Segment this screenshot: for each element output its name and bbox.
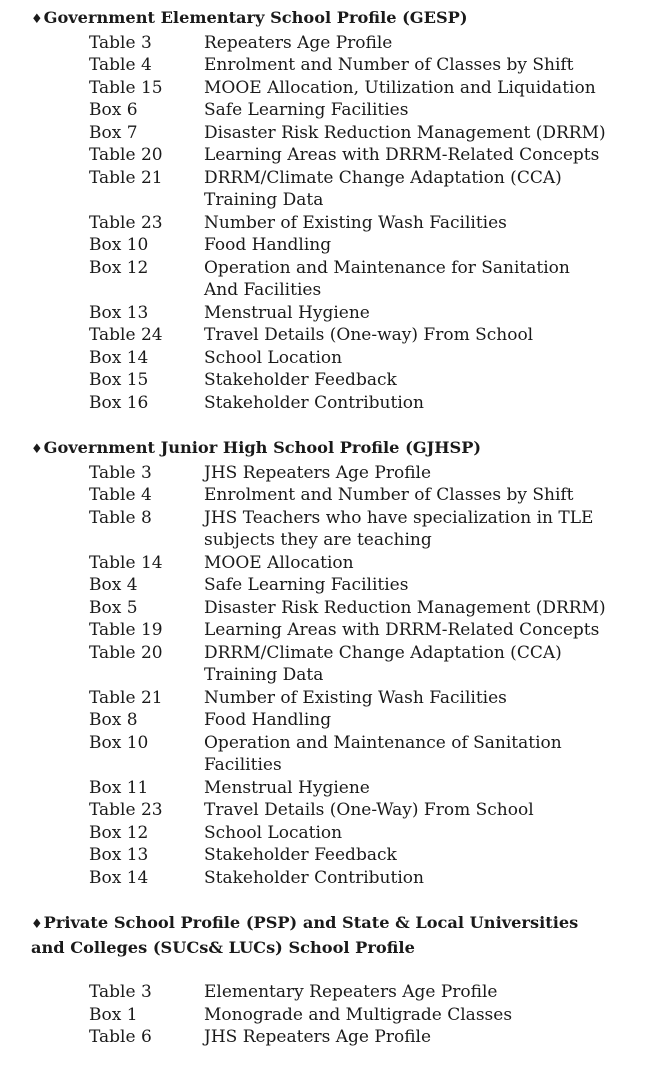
item-title-line: subjects they are teaching [204, 530, 432, 550]
item-title-line: Stakeholder Feedback [204, 845, 397, 865]
list-item [0, 981, 646, 1004]
item-title-line: Safe Learning Facilities [204, 100, 409, 120]
list-item [0, 1026, 646, 1049]
item-code: Table 8 [89, 507, 152, 528]
section-heading-continued: and Colleges (SUCs& LUCs) School Profile [31, 937, 415, 957]
item-code: Box 13 [89, 302, 149, 323]
item-title [204, 234, 331, 257]
item-title-line: Food Handling [204, 235, 332, 255]
item-title [204, 324, 533, 347]
item-code: Table 24 [89, 325, 163, 345]
item-title-line: JHS Repeaters Age Profile [204, 1027, 432, 1047]
item-code: Box 6 [89, 100, 138, 120]
item-title-line: Stakeholder Contribution [204, 867, 424, 888]
item-title-line: Repeaters Age Profile [204, 32, 393, 53]
item-code: Table 20 [89, 642, 163, 663]
item-title [204, 822, 342, 845]
item-title [204, 507, 593, 552]
section-list [0, 462, 646, 890]
item-title-line: Elementary Repeaters Age Profile [204, 982, 498, 1002]
item-title-line: Safe Learning Facilities [204, 575, 409, 595]
list-item [0, 462, 646, 485]
item-title [204, 642, 562, 687]
list-item [0, 257, 646, 302]
item-code: Box 10 [89, 732, 149, 753]
diamond-bullet-icon: ♦ [31, 12, 43, 27]
item-code: Table 3 [89, 982, 152, 1002]
item-title-line: Enrolment and Number of Classes by Shift [204, 55, 574, 75]
list-item [0, 597, 646, 620]
item-title-line: Facilities [204, 755, 282, 775]
item-code: Table 3 [89, 32, 152, 53]
item-code: Table 15 [89, 77, 163, 98]
item-title-line: Training Data [204, 190, 324, 210]
item-title [204, 732, 562, 777]
list-item [0, 302, 646, 325]
item-title-line: Learning Areas with DRRM-Related Concepts [204, 620, 600, 640]
list-item [0, 99, 646, 122]
item-title [204, 597, 606, 620]
list-item [0, 484, 646, 507]
item-title-line: Stakeholder Feedback [204, 370, 397, 390]
item-title-line: JHS Teachers who have specialization in TLE [204, 507, 594, 528]
list-item [0, 324, 646, 347]
item-title-line: DRRM/Climate Change Adaptation (CCA) [204, 167, 562, 188]
item-code: Box 12 [89, 257, 149, 278]
item-code: Box 14 [89, 867, 149, 888]
item-title-line: Stakeholder Contribution [204, 392, 424, 413]
item-title-line: Operation and Maintenance for Sanitation [204, 257, 570, 278]
item-title [204, 392, 424, 415]
item-title-line: Number of Existing Wash Facilities [204, 212, 507, 233]
list-item [0, 799, 646, 822]
item-title [204, 574, 408, 597]
list-item [0, 77, 646, 100]
item-code: Box 16 [89, 392, 149, 413]
list-item [0, 347, 646, 370]
item-title-line: Number of Existing Wash Facilities [204, 687, 507, 708]
item-title [204, 99, 408, 122]
list-item [0, 122, 646, 145]
item-code: Box 5 [89, 597, 138, 618]
item-title [204, 709, 331, 732]
item-title [204, 687, 507, 710]
item-title [204, 1004, 512, 1027]
item-title [204, 167, 562, 212]
item-title-line: Disaster Risk Reduction Management (DRRM) [204, 122, 606, 143]
item-title [204, 369, 397, 392]
item-title [204, 77, 596, 100]
item-title [204, 552, 354, 575]
item-title [204, 144, 599, 167]
section-heading: ♦Government Junior High School Profile (GJHSP) [31, 438, 482, 457]
item-code: Box 4 [89, 575, 138, 595]
list-item [0, 234, 646, 257]
item-title [204, 1026, 431, 1049]
item-title [204, 981, 497, 1004]
item-title [204, 347, 342, 370]
list-item [0, 642, 646, 687]
item-title-line: School Location [204, 347, 343, 368]
item-title [204, 484, 574, 507]
item-title [204, 619, 599, 642]
item-title-line: Travel Details (One-way) From School [204, 325, 534, 345]
item-code: Box 1 [89, 1004, 138, 1025]
item-code: Box 15 [89, 370, 149, 390]
item-title-line: Learning Areas with DRRM-Related Concepts [204, 145, 600, 165]
item-code: Box 14 [89, 347, 149, 368]
list-item [0, 1004, 646, 1027]
item-title [204, 32, 392, 55]
item-title [204, 302, 370, 325]
list-item [0, 167, 646, 212]
list-item [0, 54, 646, 77]
list-item [0, 844, 646, 867]
list-item [0, 867, 646, 890]
item-code: Table 6 [89, 1027, 152, 1047]
list-item [0, 144, 646, 167]
section-heading: ♦Government Elementary School Profile (GESP) [31, 8, 468, 27]
item-code: Box 7 [89, 122, 138, 143]
list-item [0, 212, 646, 235]
item-title-line: Monograde and Multigrade Classes [204, 1004, 513, 1025]
item-code: Box 13 [89, 845, 149, 865]
section-heading: ♦Private School Profile (PSP) and State & Local Universities [31, 913, 579, 932]
item-title-line: Travel Details (One-Way) From School [204, 800, 534, 820]
item-code: Box 11 [89, 777, 149, 798]
item-title-line: Operation and Maintenance of Sanitation [204, 732, 562, 753]
item-title-line: Training Data [204, 665, 324, 685]
item-title [204, 54, 574, 77]
item-title-line: DRRM/Climate Change Adaptation (CCA) [204, 642, 562, 663]
list-item [0, 777, 646, 800]
item-title-line: Menstrual Hygiene [204, 777, 370, 798]
item-title [204, 122, 606, 145]
item-code: Table 4 [89, 55, 152, 75]
list-item [0, 392, 646, 415]
item-title-line: And Facilities [204, 280, 322, 300]
section-list [0, 981, 646, 1049]
item-code: Table 21 [89, 687, 163, 708]
item-code: Table 23 [89, 212, 163, 233]
list-item [0, 732, 646, 777]
list-item [0, 32, 646, 55]
item-code: Box 10 [89, 235, 149, 255]
list-item [0, 574, 646, 597]
item-code: Box 8 [89, 710, 138, 730]
item-title-line: JHS Repeaters Age Profile [204, 462, 432, 483]
item-code: Table 20 [89, 145, 163, 165]
list-item [0, 822, 646, 845]
diamond-bullet-icon: ♦ [31, 442, 43, 457]
item-title [204, 777, 370, 800]
list-item [0, 619, 646, 642]
item-code: Table 3 [89, 462, 152, 483]
list-item [0, 369, 646, 392]
item-title [204, 212, 507, 235]
list-item [0, 507, 646, 552]
item-title [204, 867, 424, 890]
item-title [204, 257, 570, 302]
item-title [204, 799, 534, 822]
item-code: Table 19 [89, 620, 163, 640]
item-title-line: Menstrual Hygiene [204, 302, 370, 323]
item-title [204, 844, 397, 867]
list-item [0, 687, 646, 710]
item-title-line: MOOE Allocation [204, 552, 354, 573]
section-gjhsp [0, 437, 646, 889]
list-item [0, 552, 646, 575]
item-title-line: MOOE Allocation, Utilization and Liquidation [204, 77, 596, 98]
item-code: Table 4 [89, 485, 152, 505]
item-title-line: Disaster Risk Reduction Management (DRRM) [204, 597, 606, 618]
section-gesp [0, 7, 646, 414]
item-title-line: Food Handling [204, 710, 332, 730]
item-title [204, 462, 431, 485]
item-title-line: School Location [204, 822, 343, 843]
diamond-bullet-icon: ♦ [31, 917, 43, 932]
section-psp-sucs-lucs [0, 912, 646, 1049]
list-item [0, 709, 646, 732]
item-code: Table 23 [89, 800, 163, 820]
item-code: Box 12 [89, 822, 149, 843]
item-code: Table 14 [89, 552, 163, 573]
item-code: Table 21 [89, 167, 163, 188]
item-title-line: Enrolment and Number of Classes by Shift [204, 485, 574, 505]
section-list [0, 32, 646, 415]
